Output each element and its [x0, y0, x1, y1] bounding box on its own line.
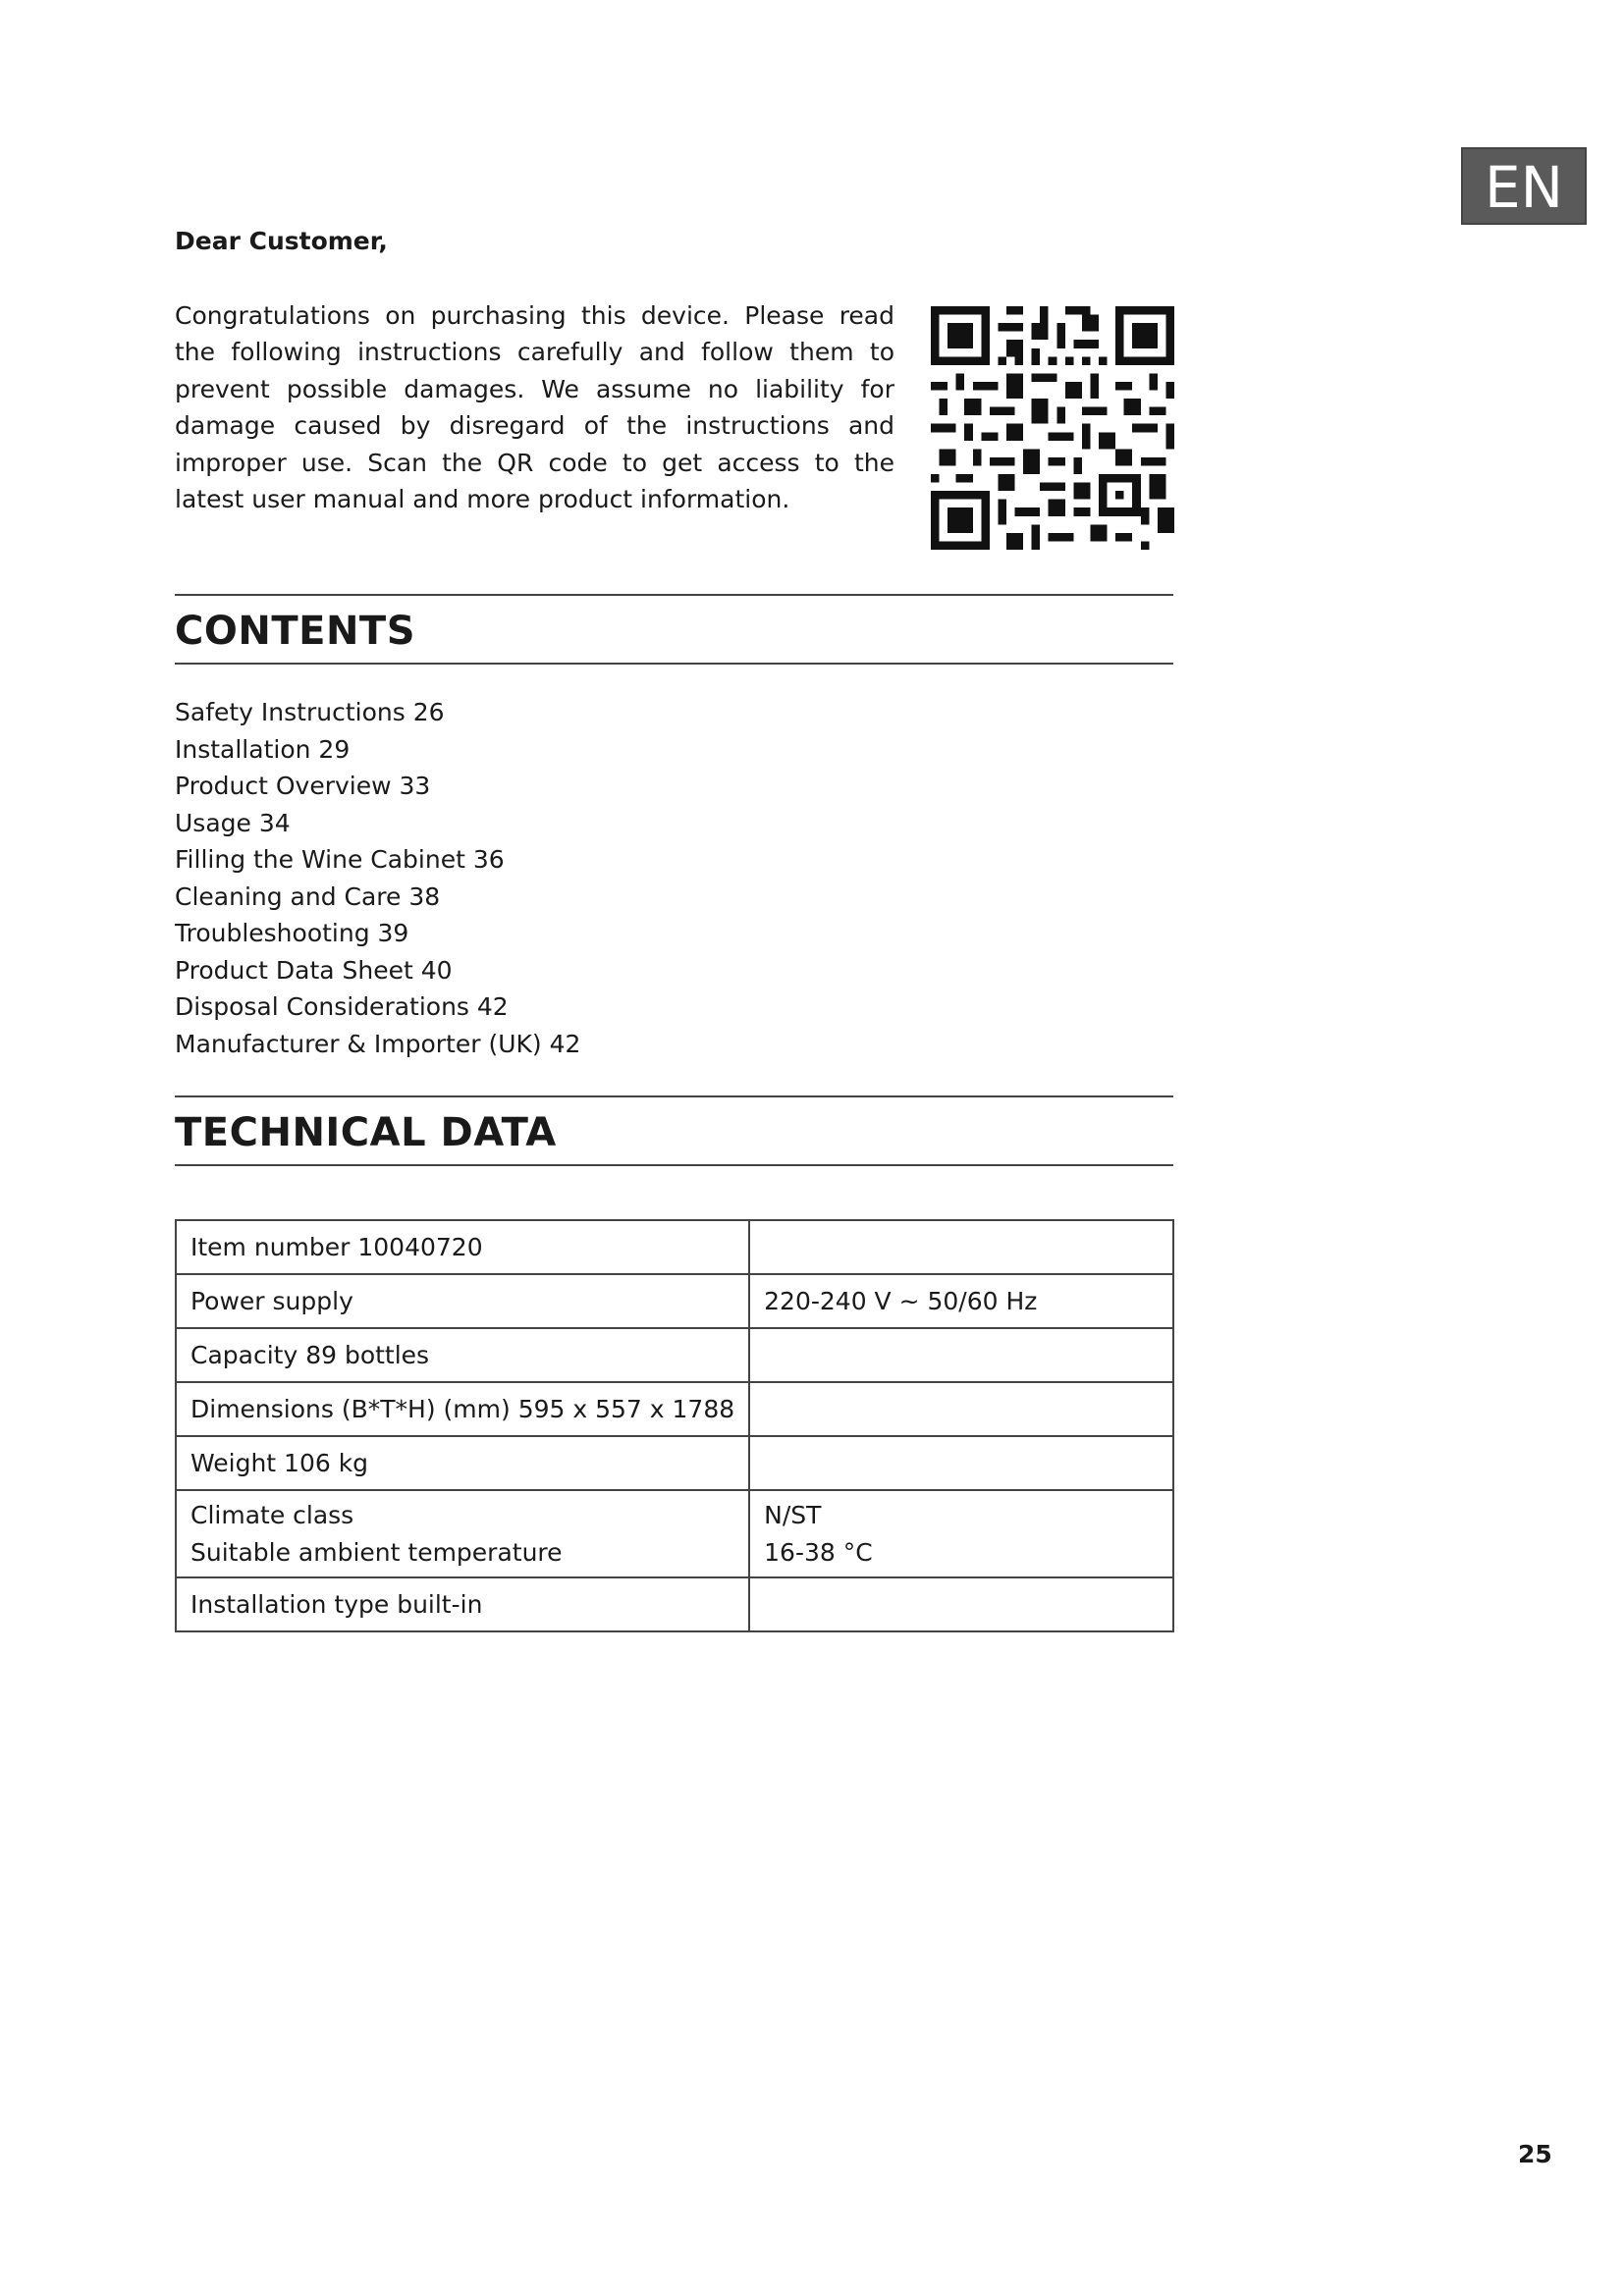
- table-row: [176, 1577, 1173, 1631]
- table-cell-value: [749, 1436, 1173, 1490]
- table-cell-label: Item number 10040720: [176, 1220, 749, 1274]
- technical-data-table: [175, 1219, 1174, 1632]
- qr-code-image: [931, 306, 1174, 550]
- table-cell-label: Weight 106 kg: [176, 1436, 749, 1490]
- table-cell-label: Dimensions (B*T*H) (mm) 595 x 557 x 1788: [176, 1382, 749, 1436]
- intro-paragraph: Congratulations on purchasing this device. Please read the following instructions carefully and follow them to prevent possible damages. We assume no liability for damage caused by disregard of the instructions and improper use. Scan the QR code to get access to the latest user manual and more product information.: [175, 301, 894, 514]
- table-row: [176, 1382, 1173, 1436]
- list-item: Manufacturer & Importer (UK) 42: [175, 1029, 581, 1058]
- ambient-temperature-value: 16-38 °C: [764, 1537, 873, 1567]
- list-item: Product Overview 33: [175, 772, 431, 800]
- table-cell-label: Capacity 89 bottles: [176, 1328, 749, 1382]
- technical-data-title: TECHNICAL DATA: [175, 1110, 557, 1155]
- list-item: Safety Instructions 26: [175, 698, 445, 726]
- table-cell-value: [749, 1220, 1173, 1274]
- contents-rule-top: [175, 594, 1173, 596]
- technical-data-rule-bottom: [175, 1164, 1173, 1166]
- table-cell-value: [749, 1490, 1173, 1577]
- table-row: [176, 1274, 1173, 1328]
- table-cell-value: [749, 1577, 1173, 1631]
- table-cell-value: [749, 1328, 1173, 1382]
- table-cell-label: Installation type built-in: [176, 1577, 749, 1631]
- contents-rule-bottom: [175, 663, 1173, 665]
- language-tab: EN: [1461, 147, 1587, 225]
- table-cell-value: [749, 1382, 1173, 1436]
- list-item: Troubleshooting 39: [175, 919, 409, 947]
- table-cell-value: 220-240 V ~ 50/60 Hz: [749, 1274, 1173, 1328]
- list-item: Filling the Wine Cabinet 36: [175, 845, 505, 874]
- page-number: 25: [1518, 2140, 1552, 2168]
- contents-list: [175, 694, 580, 1062]
- contents-title: CONTENTS: [175, 609, 416, 654]
- list-item: Installation 29: [175, 734, 351, 764]
- climate-class-label: Climate class: [190, 1501, 354, 1529]
- table-row: [176, 1328, 1173, 1382]
- technical-data-rule-top: [175, 1095, 1173, 1097]
- table-cell-label: Power supply: [176, 1274, 749, 1328]
- climate-class-value: N/ST: [764, 1501, 822, 1529]
- list-item: Usage 34: [175, 808, 291, 837]
- ambient-temperature-label: Suitable ambient temperature: [190, 1537, 563, 1567]
- list-item: Cleaning and Care 38: [175, 881, 441, 911]
- table-row: [176, 1220, 1173, 1274]
- table-row: [176, 1436, 1173, 1490]
- list-item: Product Data Sheet 40: [175, 955, 453, 985]
- list-item: Disposal Considerations 42: [175, 992, 509, 1021]
- table-cell-label: [176, 1490, 749, 1577]
- greeting: Dear Customer,: [175, 227, 388, 255]
- table-row: [176, 1490, 1173, 1577]
